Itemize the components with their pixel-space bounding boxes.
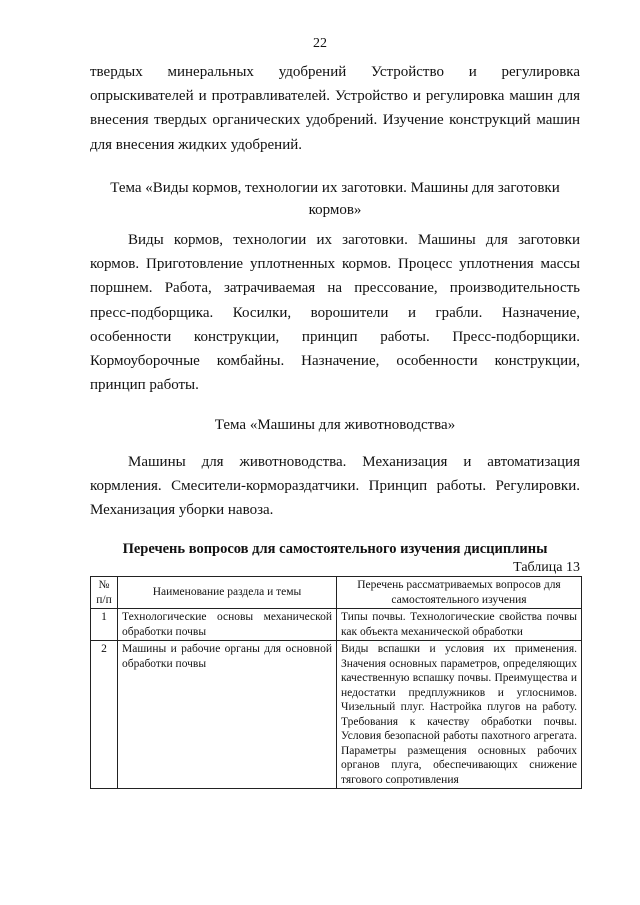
topic-heading-feed: Тема «Виды кормов, технологии их заготовки. Машины для заготовки кормов» (110, 180, 560, 218)
row-num: 1 (91, 609, 118, 641)
header-section: Наименование раздела и темы (118, 577, 337, 609)
header-num: № п/п (91, 577, 118, 609)
topic-heading-livestock: Тема «Машины для животноводства» (214, 417, 456, 433)
page-number: 22 (313, 36, 327, 51)
header-questions: Перечень рассматриваемых вопросов для самостоятельного изучения (337, 577, 582, 609)
row-questions: Типы почвы. Технологические свойства почвы как объекта механической обработки (337, 609, 582, 641)
self-study-table (90, 576, 582, 789)
row-section: Машины и рабочие органы для основной обработки почвы (118, 641, 337, 789)
paragraph-feed: Виды кормов, технологии их заготовки. Машины для заготовки кормов. Приготовление уплотненных кормов. Процесс уплотнения массы поршнем. Работа, затрачиваемая на прессование, производительность пресс-подборщика. Косилки, ворошители и грабли. Назначение, особенности конструкции, принцип работы. Пресс-подборщики. Кормоуборочные комбайны. Назначение, особенности конструкции, принцип работы. (90, 232, 580, 394)
self-study-list-title: Перечень вопросов для самостоятельного изучения дисциплины (122, 541, 548, 557)
row-num: 2 (91, 641, 118, 789)
row-section: Технологические основы механической обработки почвы (118, 609, 337, 641)
table-row (91, 641, 582, 789)
table-label: Таблица 13 (513, 560, 580, 575)
table-header-row (91, 577, 582, 609)
row-questions: Виды вспашки и условия их применения. Значения основных параметров, определяющих качественную вспашку почвы. Преимущества и недостатки предплужников и углоснимов. Чизельный плуг. Настройка плугов на работу. Требования к качеству обработки почвы. Условия безопасной работы пахотного агрегата. Параметры размещения основных рабочих органов плуга, обеспечивающих снижение тягового сопротивления (337, 641, 582, 789)
paragraph-fertilizers: твердых минеральных удобрений Устройство и регулировка опрыскивателей и протравливателей. Устройство и регулировка машин для внесения твердых органических удобрений. Изучение конструкций машин для внесения жидких удобрений. (90, 64, 580, 153)
table-row (91, 609, 582, 641)
paragraph-livestock: Машины для животноводства. Механизация и автоматизация кормления. Смесители-кормораздатчики. Принцип работы. Регулировки. Механизация уборки навоза. (90, 454, 580, 519)
